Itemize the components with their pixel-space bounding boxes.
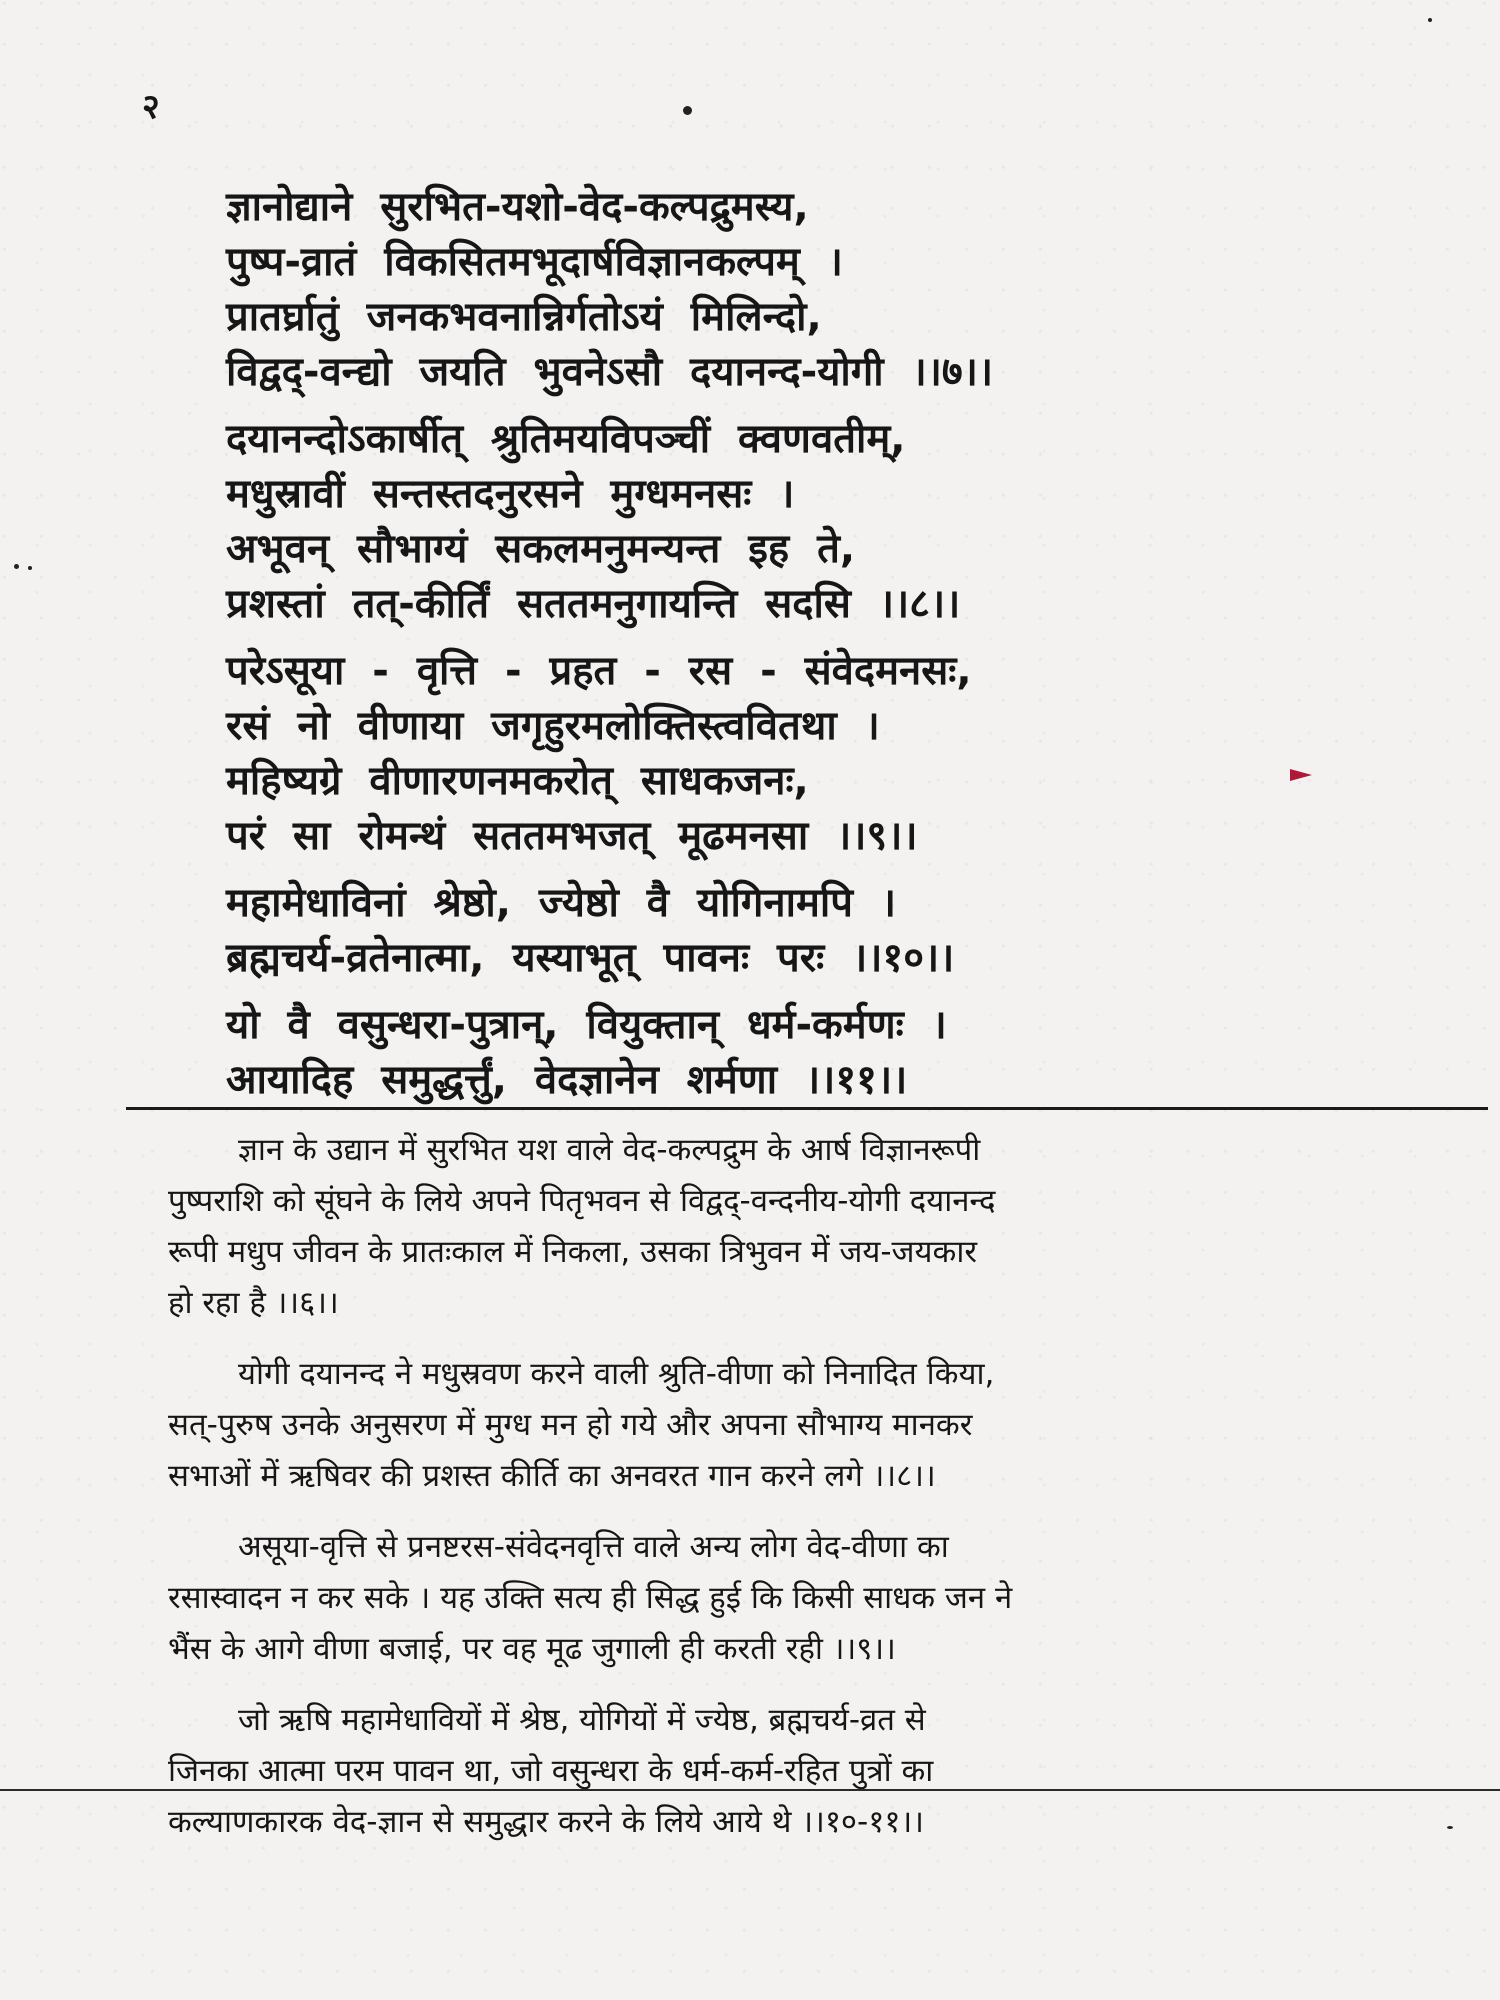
verse-line: महिष्यग्रे वीणारणनमकरोत् साधकजनः,: [226, 758, 809, 804]
verse-line: विद्वद्-वन्द्यो जयति भुवनेऽसौ दयानन्द-योगी ।।७।।: [226, 349, 994, 395]
commentary-line: भैंस के आगे वीणा बजाई, पर वह मूढ जुगाली ही करती रही ।।९।।: [168, 1631, 896, 1667]
commentary-line: जिनका आत्मा परम पावन था, जो वसुन्धरा के धर्म-कर्म-रहित पुत्रों का: [168, 1753, 934, 1789]
verse-7: [226, 180, 1346, 400]
commentary-line: पुष्पराशि को सूंघने के लिये अपने पितृभवन से विद्वद्-वन्दनीय-योगी दयानन्द: [168, 1183, 996, 1219]
commentary-line: हो रहा है ।।६।।: [168, 1285, 339, 1321]
verse-line: आयादिह समुद्धर्त्तुं, वेदज्ञानेन शर्मणा ।।११।।: [226, 1057, 908, 1103]
ink-spot: [1428, 18, 1432, 22]
commentary-line: जो ऋषि महामेधावियों में श्रेष्ठ, योगियों में ज्येष्ठ, ब्रह्मचर्य-व्रत से: [238, 1702, 926, 1738]
verse-line: परं सा रोमन्थं सततमभजत् मूढमनसा ।।९।।: [226, 813, 918, 859]
ink-spot: [14, 564, 19, 569]
verse-line: मधुस्रावीं सन्तस्तदनुरसने मुग्धमनसः ।: [226, 471, 795, 517]
verse-line: पुष्प-व्रातं विकसितमभूदार्षविज्ञानकल्पम् ।: [226, 239, 843, 285]
sanskrit-verses: [226, 180, 1346, 1120]
commentary-line: असूया-वृत्ति से प्रनष्टरस-संवेदनवृत्ति वाले अन्य लोग वेद-वीणा का: [238, 1529, 949, 1565]
ink-spot: [1447, 1826, 1453, 1829]
verse-9: [226, 644, 1346, 864]
verse-line: दयानन्दोऽकार्षीत् श्रुतिमयविपञ्चीं क्वणवतीम्,: [226, 416, 906, 462]
verse-line: महामेधाविनां श्रेष्ठो, ज्येष्ठो वै योगिनामपि ।: [226, 880, 897, 926]
verse-line: रसं नो वीणाया जगृहुरमलोक्तिस्त्ववितथा ।: [226, 703, 880, 749]
ink-spot: [683, 106, 692, 115]
hindi-commentary: [168, 1125, 1483, 1868]
commentary-line: सभाओं में ऋषिवर की प्रशस्त कीर्ति का अनवरत गान करने लगे ।।८।।: [168, 1458, 936, 1494]
verse-line: प्रशस्तां तत्-कीर्तिं सततमनुगायन्ति सदसि ।।८।।: [226, 581, 961, 627]
commentary-paragraph-6: [168, 1125, 1483, 1329]
commentary-line: कल्याणकारक वेद-ज्ञान से समुद्धार करने के लिये आये थे ।।१०-११।।: [168, 1804, 924, 1840]
section-divider: [126, 1107, 1488, 1110]
verse-line: परेऽसूया - वृत्ति - प्रहत - रस - संवेदमनसः,: [226, 648, 972, 694]
commentary-paragraph-8: [168, 1349, 1483, 1502]
verse-line: ज्ञानोद्याने सुरभित-यशो-वेद-कल्पद्रुमस्य,: [226, 184, 809, 230]
verse-line: ब्रह्मचर्य-व्रतेनात्मा, यस्याभूत् पावनः परः ।।१०।।: [226, 935, 955, 981]
ink-spot: [28, 566, 32, 570]
red-ink-mark: [1290, 769, 1312, 781]
verse-line: यो वै वसुन्धरा-पुत्रान्, वियुक्तान् धर्म-कर्मणः ।: [226, 1002, 947, 1048]
commentary-paragraph-10-11: [168, 1695, 1483, 1848]
verse-10: [226, 876, 1346, 986]
commentary-line: सत्-पुरुष उनके अनुसरण में मुग्ध मन हो गये और अपना सौभाग्य मानकर: [168, 1407, 973, 1443]
verse-line: अभूवन् सौभाग्यं सकलमनुमन्यन्त इह ते,: [226, 526, 856, 572]
verse-11: [226, 998, 1346, 1108]
page-number: २: [142, 87, 160, 127]
verse-line: प्रातर्घ्रातुं जनकभवनान्निर्गतोऽयं मिलिन्दो,: [226, 294, 822, 340]
commentary-line: रूपी मधुप जीवन के प्रातःकाल में निकला, उसका त्रिभुवन में जय-जयकार: [168, 1234, 978, 1270]
commentary-paragraph-9: [168, 1522, 1483, 1675]
scan-artifact-line: [0, 1789, 1500, 1791]
commentary-line: ज्ञान के उद्यान में सुरभित यश वाले वेद-कल्पद्रुम के आर्ष विज्ञानरूपी: [238, 1132, 981, 1168]
commentary-line: रसास्वादन न कर सके । यह उक्ति सत्य ही सिद्ध हुई कि किसी साधक जन ने: [168, 1580, 1013, 1616]
verse-8: [226, 412, 1346, 632]
commentary-line: योगी दयानन्द ने मधुस्रवण करने वाली श्रुति-वीणा को निनादित किया,: [238, 1356, 995, 1392]
